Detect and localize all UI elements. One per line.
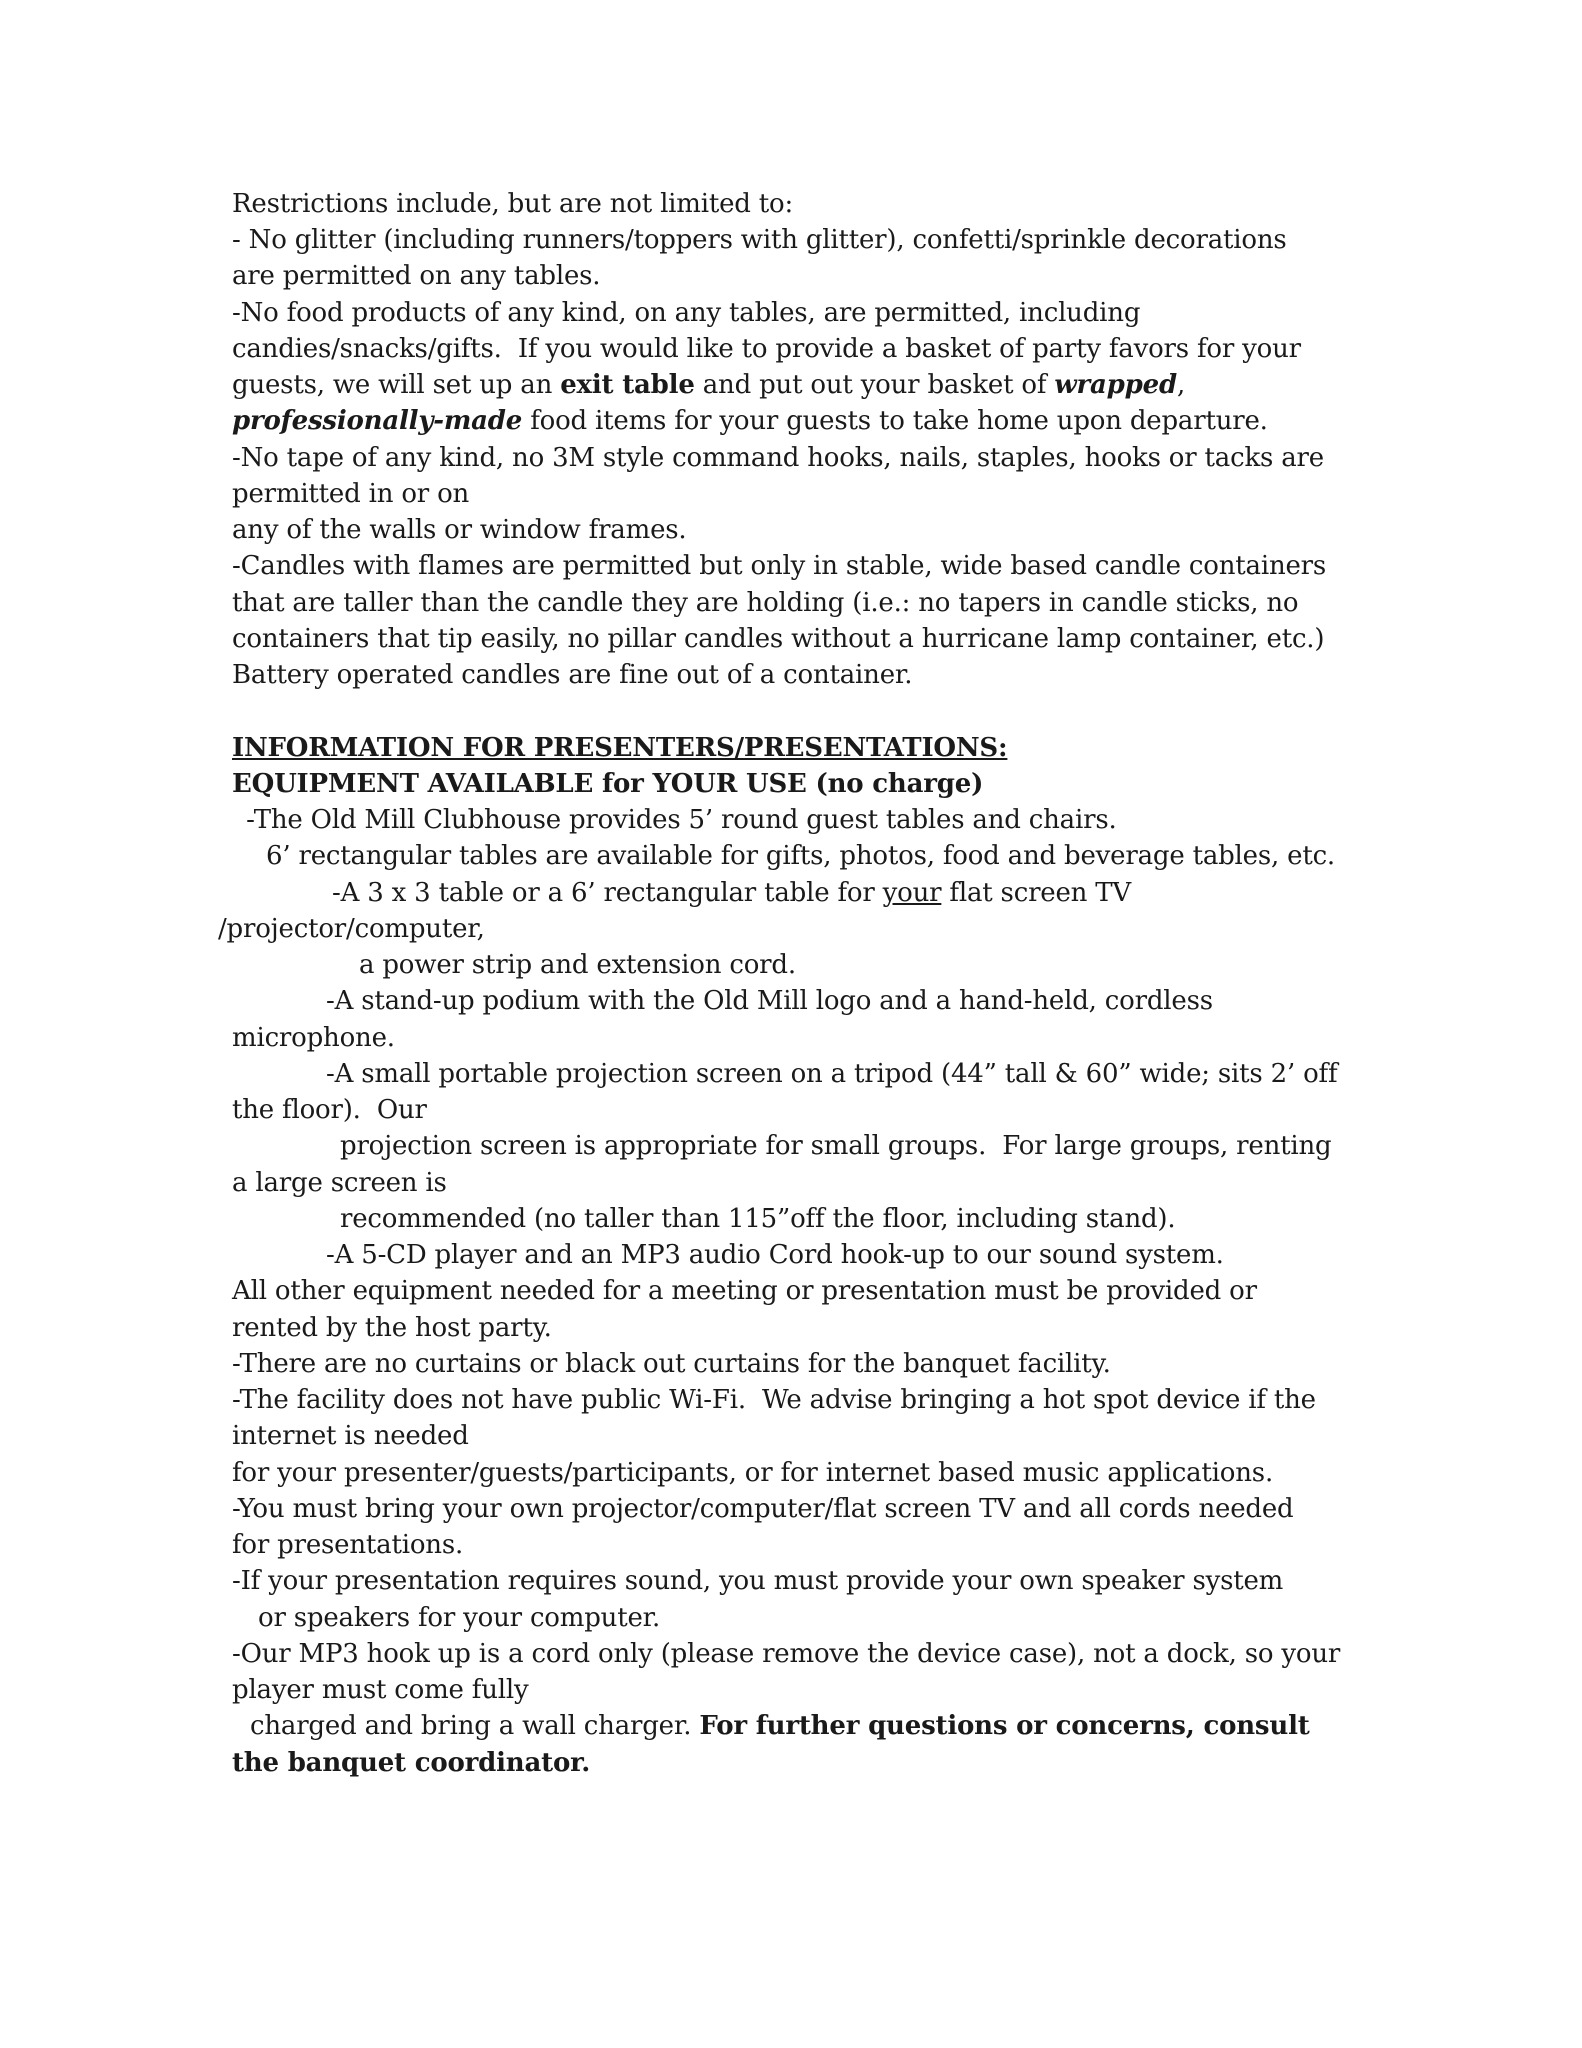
restriction-food-line-4 xyxy=(232,403,1268,439)
food-line-3-end: , xyxy=(1176,370,1186,400)
restriction-food-line-2: candies/snacks/gifts. If you would like to provide a basket of party favors for your xyxy=(232,334,1301,364)
equipment-screen-line-3: projection screen is appropriate for small groups. For large groups, renting xyxy=(340,1131,1332,1161)
mp3-line-1: -Our MP3 hook up is a cord only (please remove the device case), not a dock, so your xyxy=(232,1639,1341,1669)
presenters-heading: INFORMATION FOR PRESENTERS/PRESENTATIONS: xyxy=(232,733,1008,763)
restriction-tape-line-2: permitted in or on xyxy=(232,479,470,509)
exit-table-emphasis: exit table xyxy=(560,370,695,400)
food-line-3-text: guests, we will set up an xyxy=(232,370,561,400)
equipment-tv-line-3: a power strip and extension cord. xyxy=(359,950,796,980)
equipment-tables-line-1: -The Old Mill Clubhouse provides 5’ round guest tables and chairs. xyxy=(238,805,1117,835)
restriction-candles-line-2: that are taller than the candle they are holding (i.e.: no tapers in candle sticks, no xyxy=(232,588,1299,618)
bring-equipment-line-2: for presentations. xyxy=(232,1530,464,1560)
sound-line-2: or speakers for your computer. xyxy=(258,1603,661,1633)
tv-line-1-end: flat screen TV xyxy=(941,878,1131,908)
restriction-glitter-line-2: are permitted on any tables. xyxy=(232,261,601,291)
restriction-tape-line-1: -No tape of any kind, no 3M style command hooks, nails, staples, hooks or tacks are xyxy=(232,443,1324,473)
wifi-line-2: internet is needed xyxy=(232,1421,469,1451)
restriction-glitter-line-1: - No glitter (including runners/toppers with glitter), confetti/sprinkle decorations xyxy=(232,225,1287,255)
mp3-line-4: the banquet coordinator. xyxy=(232,1748,591,1778)
your-emphasis: your xyxy=(882,878,942,908)
consult-emphasis: For further questions or concerns, consult xyxy=(699,1711,1310,1741)
restriction-candles-line-3: containers that tip easily, no pillar candles without a hurricane lamp container, etc.) xyxy=(232,624,1325,654)
equipment-podium-line-1: -A stand-up podium with the Old Mill logo and a hand-held, cordless xyxy=(326,986,1213,1016)
equipment-screen-line-2: the floor). Our xyxy=(232,1095,427,1125)
equipment-screen-line-4: a large screen is xyxy=(232,1168,447,1198)
equipment-subheading: EQUIPMENT AVAILABLE for YOUR USE (no charge) xyxy=(232,769,984,799)
equipment-tv-line-2: /projector/computer, xyxy=(218,914,485,944)
equipment-tv-line-1 xyxy=(332,875,1131,911)
restriction-candles-line-1: -Candles with flames are permitted but only in stable, wide based candle containers xyxy=(232,551,1327,581)
mp3-line-2: player must come fully xyxy=(232,1675,529,1705)
equipment-cd-line: -A 5-CD player and an MP3 audio Cord hook-up to our sound system. xyxy=(326,1240,1224,1270)
sound-line-1: -If your presentation requires sound, you must provide your own speaker system xyxy=(232,1566,1284,1596)
equipment-tables-line-2: 6’ rectangular tables are available for gifts, photos, food and beverage tables, etc. xyxy=(266,841,1335,871)
restrictions-intro: Restrictions include, but are not limited to: xyxy=(232,189,794,219)
wifi-line-3: for your presenter/guests/participants, or for internet based music applications. xyxy=(232,1458,1274,1488)
restriction-food-line-3 xyxy=(232,367,1185,403)
other-equipment-line-1: All other equipment needed for a meeting or presentation must be provided or xyxy=(232,1276,1257,1306)
professionally-made-emphasis: professionally-made xyxy=(232,406,523,436)
wifi-line-1: -The facility does not have public Wi-Fi. We advise bringing a hot spot device if the xyxy=(232,1385,1316,1415)
tv-line-1-text: -A 3 x 3 table or a 6’ rectangular table for xyxy=(332,878,883,908)
equipment-screen-line-1: -A small portable projection screen on a tripod (44” tall & 60” wide; sits 2’ off xyxy=(326,1059,1338,1089)
restriction-food-line-1: -No food products of any kind, on any tables, are permitted, including xyxy=(232,298,1141,328)
wrapped-emphasis: wrapped xyxy=(1054,370,1177,400)
restriction-candles-line-4: Battery operated candles are fine out of a container. xyxy=(232,660,913,690)
bring-equipment-line-1: -You must bring your own projector/computer/flat screen TV and all cords needed xyxy=(232,1494,1294,1524)
equipment-screen-line-5: recommended (no taller than 115”off the floor, including stand). xyxy=(340,1204,1176,1234)
mp3-line-3-text: charged and bring a wall charger. xyxy=(250,1711,700,1741)
food-line-4-end: food items for your guests to take home upon departure. xyxy=(522,406,1268,436)
equipment-podium-line-2: microphone. xyxy=(232,1023,395,1053)
mp3-line-3 xyxy=(250,1708,1310,1744)
other-equipment-line-2: rented by the host party. xyxy=(232,1313,552,1343)
restriction-tape-line-3: any of the walls or window frames. xyxy=(232,515,687,545)
food-line-3-mid: and put out your basket of xyxy=(694,370,1055,400)
curtains-line: -There are no curtains or black out curtains for the banquet facility. xyxy=(232,1349,1111,1379)
